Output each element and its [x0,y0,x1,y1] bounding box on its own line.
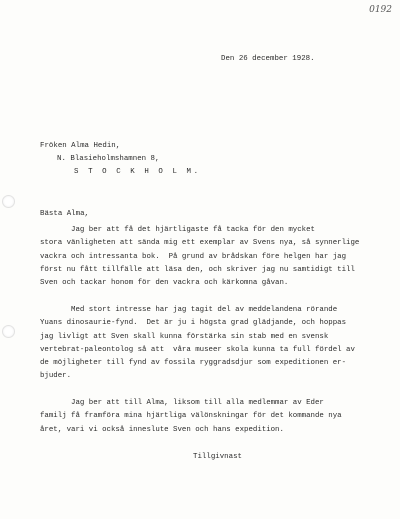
paragraph-line: Yuans dinosaurie-fynd. Det är ju i högsta grad glädjande, och hoppas [40,319,347,328]
paragraph-line: Jag ber att till Alma, liksom till alla medlemmar av Eder [40,399,324,407]
recipient-street: N. Blasieholmshamnen 8, [57,155,160,163]
paragraph-3 [40,397,342,437]
paragraph-line: först nu fått tillfälle att läsa den, och skriver jag nu samtidigt till [40,265,355,274]
punch-hole-top [2,195,15,208]
paragraph-line: familj få framföra mina hjärtliga välönskningar för det kommande nya [40,412,342,421]
punch-hole-bottom [2,325,15,338]
paragraph-line: året, vari vi också inneslute Sven och hans expedition. [40,425,284,434]
recipient-city: S T O C K H O L M. [74,168,201,176]
paragraph-line: de möjligheter till fynd av fossila ryggradsdjur som expeditionen er- [40,359,347,368]
paragraph-line: bjuder. [40,372,72,381]
date-line: Den 26 december 1928. [221,55,315,63]
archive-reference-mark: 0192 [369,5,392,15]
recipient-name: Fröken Alma Hedin, [40,142,121,150]
closing-line: Tillgivnast [193,453,243,461]
paragraph-line: vertebrat-paleontolog så att våra museer skola kunna ta full fördel av [40,345,355,354]
paragraph-line: jag livligt att Sven skall kunna förstärka sin stab med en svensk [40,332,329,341]
paragraph-line: Sven och tackar honom för den vackra och kärkomna gåvan. [40,279,289,288]
paragraph-line: Med stort intresse har jag tagit del av meddelandena rörande [40,306,338,314]
paragraph-line: vackra och intressanta bok. På grund av brådskan före helgen har jag [40,252,347,261]
salutation: Bästa Alma, [40,210,90,218]
paragraph-2 [40,304,355,384]
paragraph-line: stora vänligheten att sända mig ett exemplar av Svens nya, så synnerlige [40,239,360,248]
paragraph-line: Jag ber att få det hjärtligaste få tacka för den mycket [40,226,315,234]
paragraph-1 [40,224,359,290]
